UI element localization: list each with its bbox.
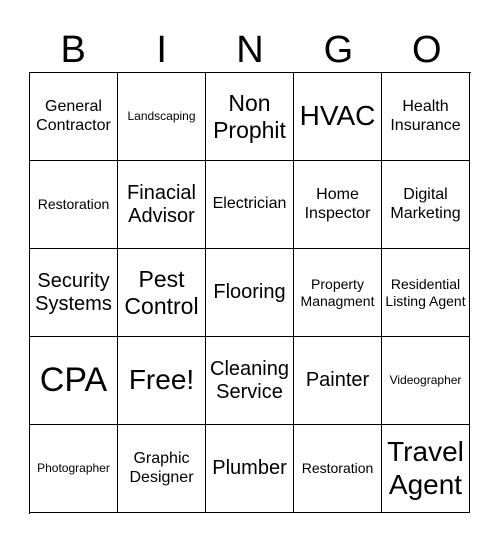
header-letter-g: G xyxy=(323,29,354,71)
bingo-cell-r4-c2[interactable]: Free! xyxy=(118,337,206,425)
bingo-cell-r2-c1[interactable]: Restoration xyxy=(30,161,118,249)
bingo-cell-r3-c4[interactable]: Property Managment xyxy=(294,249,382,337)
header-letter-n: N xyxy=(236,29,264,71)
bingo-cell-r4-c1[interactable]: CPA xyxy=(30,337,118,425)
bingo-cell-r2-c4[interactable]: Home Inspector xyxy=(294,161,382,249)
bingo-cell-r5-c2[interactable]: Graphic Designer xyxy=(118,425,206,513)
bingo-cell-r3-c1[interactable]: Security Systems xyxy=(30,249,118,337)
bingo-cell-r1-c4[interactable]: HVAC xyxy=(294,73,382,161)
bingo-cell-r4-c3[interactable]: Cleaning Service xyxy=(206,337,294,425)
header-letter-o: O xyxy=(412,29,442,71)
header-letter-b: B xyxy=(60,29,86,71)
bingo-cell-r1-c3[interactable]: Non Prophit xyxy=(206,73,294,161)
bingo-header xyxy=(29,28,471,72)
bingo-cell-r5-c5[interactable]: Travel Agent xyxy=(382,425,470,513)
bingo-cell-r5-c3[interactable]: Plumber xyxy=(206,425,294,513)
bingo-cell-r4-c4[interactable]: Painter xyxy=(294,337,382,425)
bingo-cell-r4-c5[interactable]: Videographer xyxy=(382,337,470,425)
bingo-cell-r2-c2[interactable]: Finacial Advisor xyxy=(118,161,206,249)
bingo-cell-r2-c3[interactable]: Electrician xyxy=(206,161,294,249)
bingo-cell-r2-c5[interactable]: Digital Marketing xyxy=(382,161,470,249)
bingo-cell-r1-c5[interactable]: Health Insurance xyxy=(382,73,470,161)
bingo-cell-r5-c1[interactable]: Photographer xyxy=(30,425,118,513)
bingo-board xyxy=(29,72,471,514)
bingo-cell-r3-c3[interactable]: Flooring xyxy=(206,249,294,337)
bingo-cell-r1-c2[interactable]: Landscaping xyxy=(118,73,206,161)
bingo-cell-r3-c5[interactable]: Residential Listing Agent xyxy=(382,249,470,337)
bingo-cell-r1-c1[interactable]: General Contractor xyxy=(30,73,118,161)
header-letter-i: I xyxy=(156,29,167,71)
bingo-cell-r3-c2[interactable]: Pest Control xyxy=(118,249,206,337)
bingo-cell-r5-c4[interactable]: Restoration xyxy=(294,425,382,513)
